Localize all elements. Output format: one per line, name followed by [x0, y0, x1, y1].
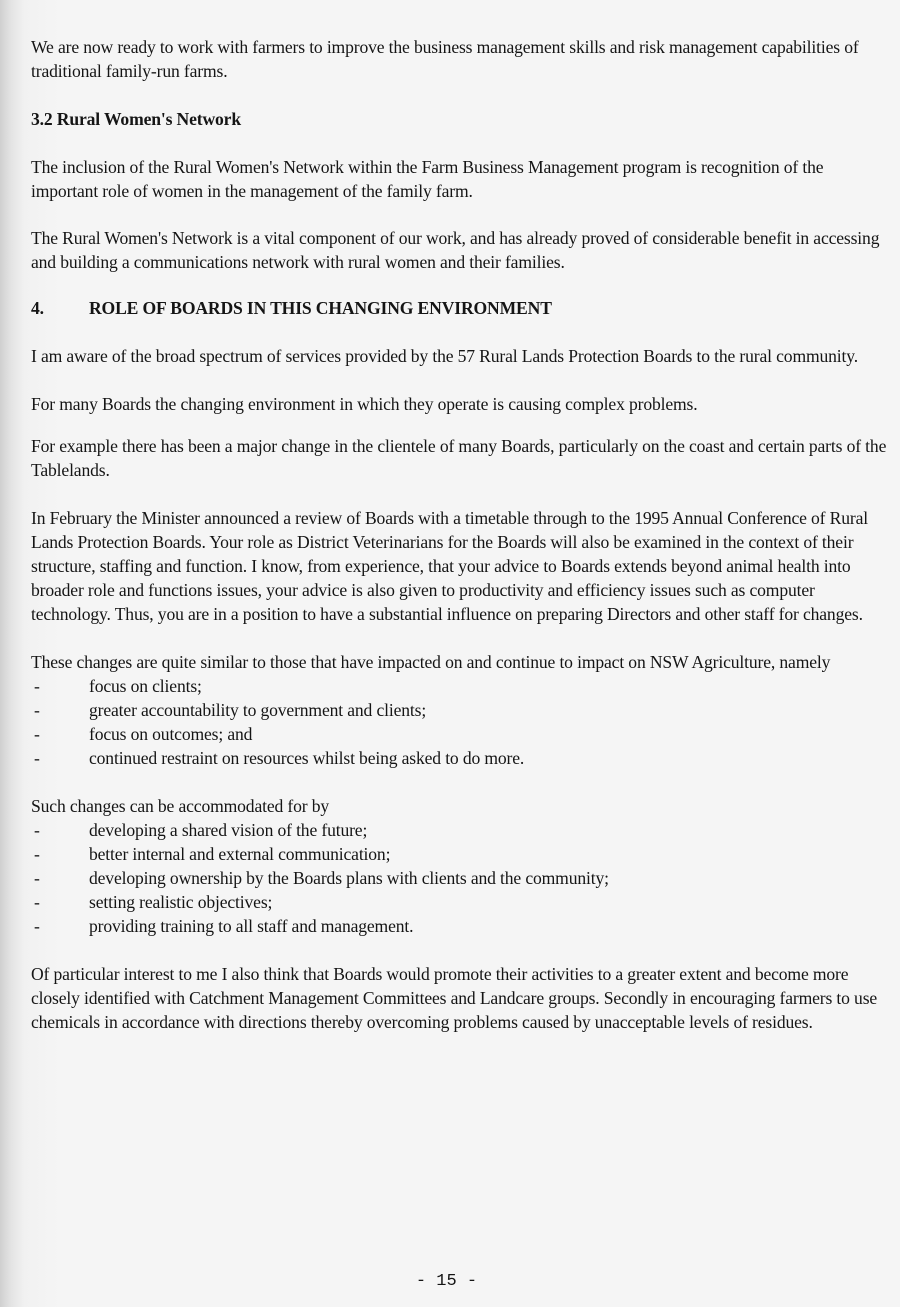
list-item [31, 698, 893, 722]
list-changes [31, 674, 893, 770]
list-item-text: setting realistic objectives; [89, 892, 273, 912]
paragraph-business-skills: We are now ready to work with farmers to improve the business management skills and risk management capabilities of traditional family-run farms. [31, 37, 859, 81]
list-item-text: greater accountability to government and clients; [89, 700, 427, 720]
dash-marker: - [34, 844, 40, 864]
list-item [31, 674, 893, 698]
paragraph-inclusion: The inclusion of the Rural Women's Network within the Farm Business Management program is recognition of the important role of women in the management of the family farm. [31, 157, 824, 201]
list-item-text: developing a shared vision of the future; [89, 820, 368, 840]
list-item [31, 818, 893, 842]
paragraph-review-of-boards: In February the Minister announced a review of Boards with a timetable through to the 1995 Annual Conference of Rural Lands Protection Boards. Your role as District Veterinarians for the Boards will also be examined in the context of their structure, staffing and function. I know, from experience, that your advice to Boards extends beyond animal health into broader role and functions issues, your advice is also given to productivity and efficiency issues such as computer technology. Thus, you are in a position to have a substantial influence on preparing Directors and other staff for changes. [31, 508, 868, 624]
paragraph-vital-component: The Rural Women's Network is a vital component of our work, and has already proved of considerable benefit in accessing and building a communications network with rural women and their families. [31, 228, 880, 272]
section-heading-role-of-boards [31, 296, 893, 320]
list-item-text: better internal and external communication; [89, 844, 391, 864]
page-number [0, 1272, 900, 1291]
list-item [31, 746, 893, 770]
list-item-text: focus on clients; [89, 676, 202, 696]
list-item [31, 914, 893, 938]
dash-marker: - [34, 868, 40, 888]
dash-marker: - [34, 892, 40, 912]
paragraph-changing-environment: For many Boards the changing environment in which they operate is causing complex problems. [31, 394, 698, 414]
list-item-text: providing training to all staff and management. [89, 916, 414, 936]
list-item [31, 722, 893, 746]
dash-marker: - [34, 748, 40, 768]
list-item-text: developing ownership by the Boards plans with clients and the community; [89, 868, 609, 888]
list-item [31, 842, 893, 866]
paragraph-clientele: For example there has been a major change in the clientele of many Boards, particularly on the coast and certain parts of the Tablelands. [31, 436, 887, 480]
dash-marker: - [34, 724, 40, 744]
list-item [31, 866, 893, 890]
paragraph-accommodated: Such changes can be accommodated for by [31, 796, 330, 816]
paragraph-broad-spectrum: I am aware of the broad spectrum of services provided by the 57 Rural Lands Protection Boards to the rural community. [31, 346, 859, 366]
section-heading-rural-womens-network: 3.2 Rural Women's Network [31, 109, 241, 129]
paragraph-similar-changes: These changes are quite similar to those that have impacted on and continue to impact on NSW Agriculture, namely [31, 652, 831, 672]
list-item [31, 890, 893, 914]
section-number: 4. [31, 298, 44, 318]
dash-marker: - [34, 916, 40, 936]
paragraph-particular-interest: Of particular interest to me I also think that Boards would promote their activities to a greater extent and become more closely identified with Catchment Management Committees and Landcare groups. Secondly in encouraging farmers to use chemicals in accordance with directions thereby overcoming problems caused by unacceptable levels of residues. [31, 964, 878, 1032]
list-item-text: focus on outcomes; and [89, 724, 253, 744]
dash-marker: - [34, 820, 40, 840]
dash-marker: - [34, 700, 40, 720]
section-title: ROLE OF BOARDS IN THIS CHANGING ENVIRONMENT [89, 298, 552, 318]
list-accommodations [31, 818, 893, 938]
dash-marker: - [34, 676, 40, 696]
page-number-text: - 15 - [415, 1272, 478, 1291]
body-text [31, 35, 893, 1034]
list-item-text: continued restraint on resources whilst being asked to do more. [89, 748, 525, 768]
